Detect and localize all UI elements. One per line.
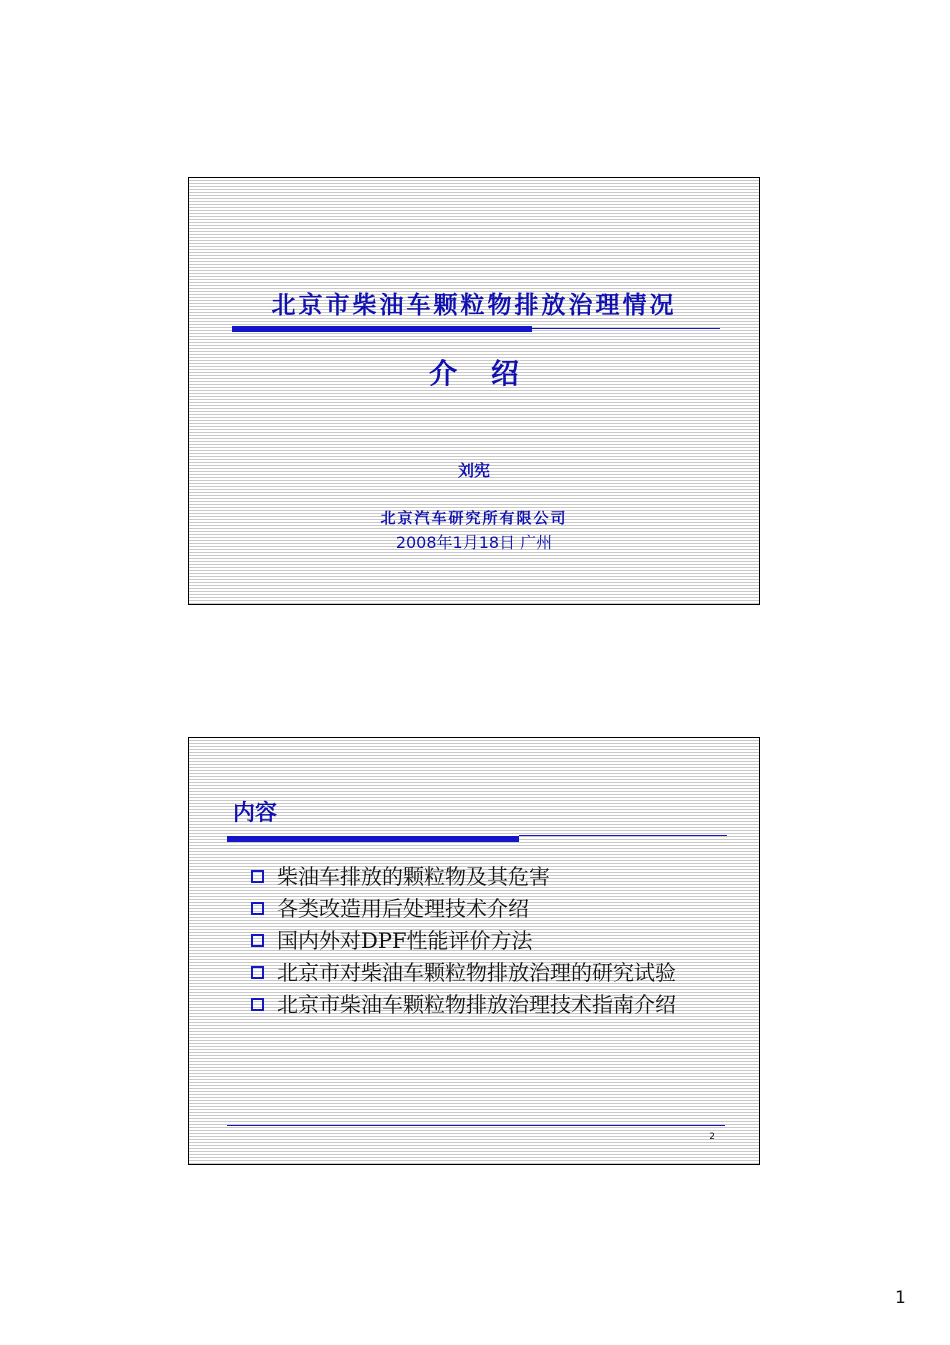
list-item: [251, 860, 676, 892]
title-underline-thin: [519, 835, 727, 836]
slide-subtitle: [189, 352, 759, 392]
list-item-text: 各类改造用后处理技术介绍: [277, 897, 529, 921]
subtitle-char-2: 绍: [490, 357, 519, 390]
square-bullet-icon: [251, 934, 264, 947]
title-underline-thin: [532, 328, 720, 329]
subtitle-char-1: 介: [429, 357, 458, 390]
square-bullet-icon: [251, 902, 264, 915]
date-location: 2008年1月18日 广州: [395, 533, 553, 552]
list-item: [251, 924, 676, 956]
title-underline-thick: [227, 836, 519, 842]
list-item-text: 国内外对DPF性能评价方法: [277, 929, 533, 953]
slide-number: 2: [709, 1132, 715, 1142]
slide-title: 内容: [233, 800, 278, 826]
list-item-text: 北京市柴油车颗粒物排放治理技术指南介绍: [277, 993, 676, 1017]
list-item: [251, 892, 676, 924]
slide-2: [188, 737, 760, 1165]
square-bullet-icon: [251, 870, 264, 883]
author-name: 刘宪: [457, 461, 490, 480]
contents-list: [251, 860, 676, 1020]
square-bullet-icon: [251, 998, 264, 1011]
list-item-text: 北京市对柴油车颗粒物排放治理的研究试验: [277, 961, 676, 985]
slide-title: 北京市柴油车颗粒物排放治理情况: [271, 290, 677, 319]
list-item: [251, 956, 676, 988]
title-underline-thick: [232, 326, 532, 332]
organization-name: 北京汽车研究所有限公司: [380, 509, 568, 527]
list-item: [251, 988, 676, 1020]
list-item-text: 柴油车排放的颗粒物及其危害: [277, 865, 550, 889]
square-bullet-icon: [251, 966, 264, 979]
slide-1: [188, 177, 760, 605]
footer-rule: [227, 1125, 725, 1126]
page-number: 1: [895, 1288, 906, 1308]
